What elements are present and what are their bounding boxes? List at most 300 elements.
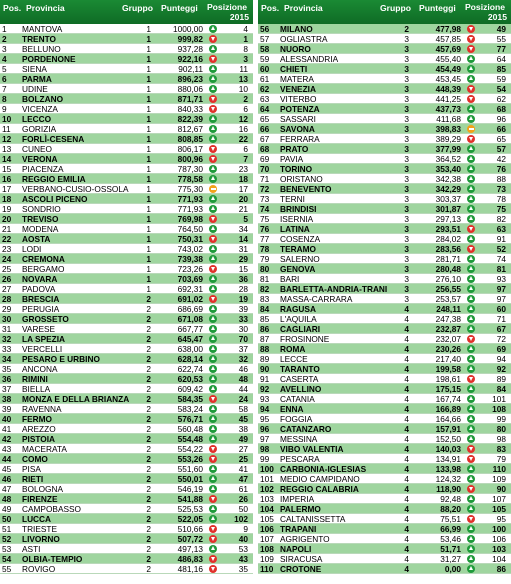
row-provincia: CARBONIA-IGLESIAS xyxy=(280,463,367,474)
table-row xyxy=(0,204,253,214)
row-trend xyxy=(465,195,477,203)
row-punteggio: 800,96 xyxy=(177,153,203,164)
row-trend xyxy=(207,335,219,343)
table-row xyxy=(0,454,253,464)
row-provincia: LATINA xyxy=(280,223,310,234)
row-posizione-2015: 105 xyxy=(492,503,506,514)
arrow-down-icon xyxy=(467,95,475,103)
row-trend xyxy=(207,255,219,263)
table-row xyxy=(0,524,253,534)
row-punteggio: 999,82 xyxy=(177,33,203,44)
table-row xyxy=(0,74,253,84)
row-position: 76 xyxy=(260,223,270,234)
row-punteggio: 283,56 xyxy=(435,243,461,254)
row-position: 54 xyxy=(2,553,12,564)
table-row xyxy=(0,114,253,124)
table-row xyxy=(258,304,511,314)
table-row xyxy=(0,324,253,334)
arrow-up-icon xyxy=(467,505,475,513)
arrow-up-icon xyxy=(209,405,217,413)
row-punteggio: 775,30 xyxy=(177,183,203,194)
row-position: 9 xyxy=(2,103,7,114)
header-posizione-label: Posizione xyxy=(464,2,506,12)
table-row xyxy=(0,404,253,414)
row-punteggio: 743,02 xyxy=(177,243,203,254)
arrow-up-icon xyxy=(209,315,217,323)
row-trend xyxy=(207,45,219,53)
row-punteggio: 303,37 xyxy=(435,193,461,204)
table-row xyxy=(258,204,511,214)
table-row xyxy=(0,154,253,164)
row-provincia: LUCCA xyxy=(22,513,52,524)
row-trend xyxy=(207,485,219,493)
row-gruppo: 1 xyxy=(146,213,151,224)
row-provincia: SALERNO xyxy=(280,253,320,264)
row-trend xyxy=(207,315,219,323)
table-row xyxy=(258,224,511,234)
row-gruppo: 1 xyxy=(146,23,151,34)
row-gruppo: 1 xyxy=(146,193,151,204)
row-trend xyxy=(465,295,477,303)
row-trend xyxy=(465,265,477,273)
row-punteggio: 134,91 xyxy=(435,453,461,464)
row-position: 51 xyxy=(2,523,12,534)
table-row xyxy=(0,464,253,474)
row-position: 49 xyxy=(2,503,12,514)
row-provincia: AOSTA xyxy=(22,233,51,244)
row-position: 98 xyxy=(260,443,270,454)
row-position: 81 xyxy=(260,273,270,284)
arrow-down-icon xyxy=(209,55,217,63)
row-provincia: ISERNIA xyxy=(280,213,314,224)
row-posizione-2015: 10 xyxy=(238,83,248,94)
row-posizione-2015: 7 xyxy=(243,153,248,164)
row-punteggio: 667,77 xyxy=(177,323,203,334)
row-position: 71 xyxy=(260,173,270,184)
row-position: 65 xyxy=(260,113,270,124)
row-trend xyxy=(465,485,477,493)
row-trend xyxy=(465,235,477,243)
row-gruppo: 4 xyxy=(404,463,409,474)
row-position: 60 xyxy=(260,63,270,74)
row-position: 37 xyxy=(2,383,12,394)
table-row xyxy=(0,434,253,444)
row-trend xyxy=(465,375,477,383)
row-provincia: AGRIGENTO xyxy=(280,533,330,544)
row-trend xyxy=(465,475,477,483)
row-posizione-2015: 106 xyxy=(492,533,506,544)
row-trend xyxy=(465,465,477,473)
row-position: 74 xyxy=(260,203,270,214)
row-position: 23 xyxy=(2,243,12,254)
arrow-up-icon xyxy=(209,305,217,313)
row-gruppo: 4 xyxy=(404,423,409,434)
table-row xyxy=(0,494,253,504)
row-gruppo: 4 xyxy=(404,503,409,514)
row-trend xyxy=(207,215,219,223)
row-gruppo: 2 xyxy=(146,483,151,494)
row-trend xyxy=(465,75,477,83)
row-posizione-2015: 33 xyxy=(238,313,248,324)
arrow-down-icon xyxy=(467,445,475,453)
row-position: 35 xyxy=(2,363,12,374)
table-row xyxy=(258,154,511,164)
arrow-down-icon xyxy=(467,225,475,233)
table-row xyxy=(258,394,511,404)
arrow-up-icon xyxy=(467,465,475,473)
table-row xyxy=(258,424,511,434)
row-posizione-2015: 4 xyxy=(243,23,248,34)
row-posizione-2015: 99 xyxy=(496,413,506,424)
arrow-up-icon xyxy=(209,465,217,473)
row-position: 12 xyxy=(2,133,12,144)
row-position: 41 xyxy=(2,423,12,434)
row-position: 97 xyxy=(260,433,270,444)
row-provincia: GORIZIA xyxy=(22,123,57,134)
table-row xyxy=(258,364,511,374)
row-position: 70 xyxy=(260,163,270,174)
row-gruppo: 2 xyxy=(146,373,151,384)
arrow-up-icon xyxy=(467,145,475,153)
row-position: 30 xyxy=(2,313,12,324)
row-provincia: FORLÌ-CESENA xyxy=(22,133,85,144)
arrow-up-icon xyxy=(467,385,475,393)
row-gruppo: 3 xyxy=(404,153,409,164)
table-row xyxy=(0,24,253,34)
row-posizione-2015: 101 xyxy=(492,393,506,404)
arrow-up-icon xyxy=(209,65,217,73)
row-provincia: SASSARI xyxy=(280,113,316,124)
row-position: 102 xyxy=(260,483,274,494)
table-row xyxy=(0,514,253,524)
row-trend xyxy=(207,395,219,403)
row-posizione-2015: 49 xyxy=(238,433,248,444)
row-position: 44 xyxy=(2,453,12,464)
row-provincia: UDINE xyxy=(22,83,48,94)
row-posizione-2015: 96 xyxy=(496,113,506,124)
row-gruppo: 2 xyxy=(146,343,151,354)
row-punteggio: 75,51 xyxy=(440,513,461,524)
row-gruppo: 3 xyxy=(404,133,409,144)
row-position: 56 xyxy=(260,23,270,34)
row-gruppo: 3 xyxy=(404,193,409,204)
arrow-up-icon xyxy=(209,195,217,203)
table-row xyxy=(258,134,511,144)
row-punteggio: 764,50 xyxy=(177,223,203,234)
row-position: 86 xyxy=(260,323,270,334)
table-row xyxy=(258,344,511,354)
row-gruppo: 1 xyxy=(146,63,151,74)
arrow-up-icon xyxy=(209,75,217,83)
row-posizione-2015: 62 xyxy=(496,93,506,104)
row-punteggio: 256,55 xyxy=(435,283,461,294)
row-posizione-2015: 2 xyxy=(243,93,248,104)
table-row xyxy=(258,184,511,194)
header-gruppo: Gruppo xyxy=(380,3,412,13)
row-posizione-2015: 61 xyxy=(238,483,248,494)
row-position: 45 xyxy=(2,463,12,474)
arrow-down-icon xyxy=(467,25,475,33)
arrow-down-icon xyxy=(209,445,217,453)
row-provincia: MATERA xyxy=(280,73,314,84)
row-gruppo: 3 xyxy=(404,293,409,304)
row-gruppo: 2 xyxy=(146,313,151,324)
row-position: 94 xyxy=(260,403,270,414)
row-gruppo: 2 xyxy=(146,393,151,404)
row-position: 57 xyxy=(260,33,270,44)
row-punteggio: 411,68 xyxy=(436,113,461,124)
row-trend xyxy=(465,85,477,93)
row-trend xyxy=(465,95,477,103)
row-provincia: PORDENONE xyxy=(22,53,76,64)
table-row xyxy=(0,384,253,394)
row-position: 48 xyxy=(2,493,12,504)
row-gruppo: 3 xyxy=(404,103,409,114)
row-gruppo: 4 xyxy=(404,363,409,374)
arrow-up-icon xyxy=(467,495,475,503)
row-punteggio: 140,03 xyxy=(435,443,461,454)
row-gruppo: 3 xyxy=(404,93,409,104)
table-row xyxy=(258,284,511,294)
row-trend xyxy=(207,25,219,33)
row-punteggio: 806,17 xyxy=(177,143,203,154)
row-punteggio: 457,69 xyxy=(435,43,461,54)
row-gruppo: 2 xyxy=(146,383,151,394)
row-gruppo: 1 xyxy=(146,53,151,64)
table-row xyxy=(0,174,253,184)
row-punteggio: 739,38 xyxy=(177,253,203,264)
row-trend xyxy=(207,545,219,553)
row-position: 8 xyxy=(2,93,7,104)
row-trend xyxy=(207,265,219,273)
arrow-up-icon xyxy=(209,365,217,373)
table-row xyxy=(258,554,511,564)
row-posizione-2015: 37 xyxy=(238,343,248,354)
row-provincia: FROSINONE xyxy=(280,333,330,344)
row-position: 100 xyxy=(260,463,274,474)
row-gruppo: 2 xyxy=(146,443,151,454)
header-punteggi: Punteggi xyxy=(419,3,456,13)
row-punteggio: 164,66 xyxy=(435,413,461,424)
arrow-down-icon xyxy=(209,235,217,243)
row-gruppo: 4 xyxy=(404,483,409,494)
row-position: 29 xyxy=(2,303,12,314)
row-posizione-2015: 86 xyxy=(496,563,506,574)
row-provincia: MANTOVA xyxy=(22,23,63,34)
row-trend xyxy=(465,65,477,73)
arrow-up-icon xyxy=(467,405,475,413)
row-punteggio: 398,83 xyxy=(435,123,461,134)
arrow-up-icon xyxy=(209,515,217,523)
arrow-down-icon xyxy=(209,105,217,113)
row-provincia: PADOVA xyxy=(22,283,56,294)
row-trend xyxy=(207,445,219,453)
row-provincia: PAVIA xyxy=(280,153,304,164)
row-gruppo: 1 xyxy=(146,223,151,234)
equal-icon xyxy=(467,125,475,133)
arrow-up-icon xyxy=(467,205,475,213)
row-gruppo: 2 xyxy=(146,493,151,504)
row-punteggio: 377,99 xyxy=(435,143,461,154)
table-row xyxy=(258,504,511,514)
row-gruppo: 2 xyxy=(146,403,151,414)
row-provincia: BELLUNO xyxy=(22,43,61,54)
arrow-down-icon xyxy=(209,145,217,153)
row-provincia: LA SPEZIA xyxy=(22,333,66,344)
table-row xyxy=(258,34,511,44)
row-provincia: CROTONE xyxy=(280,563,322,574)
row-position: 91 xyxy=(260,373,270,384)
table-row xyxy=(0,84,253,94)
row-posizione-2015: 89 xyxy=(496,373,506,384)
row-posizione-2015: 58 xyxy=(238,403,248,414)
table-row xyxy=(0,474,253,484)
arrow-up-icon xyxy=(209,375,217,383)
table-row xyxy=(0,124,253,134)
row-trend xyxy=(207,75,219,83)
row-position: 15 xyxy=(2,163,12,174)
row-trend xyxy=(465,185,477,193)
table-row xyxy=(258,514,511,524)
row-position: 25 xyxy=(2,263,12,274)
row-position: 4 xyxy=(2,53,7,64)
row-gruppo: 4 xyxy=(404,333,409,344)
row-gruppo: 3 xyxy=(404,73,409,84)
row-punteggio: 769,98 xyxy=(177,213,203,224)
row-provincia: TERAMO xyxy=(280,243,316,254)
row-provincia: BRINDISI xyxy=(280,203,317,214)
arrow-up-icon xyxy=(209,325,217,333)
table-row xyxy=(258,534,511,544)
table-row xyxy=(258,264,511,274)
row-gruppo: 3 xyxy=(404,183,409,194)
row-punteggio: 902,11 xyxy=(178,63,203,74)
row-position: 19 xyxy=(2,203,12,214)
row-provincia: BRESCIA xyxy=(22,293,60,304)
row-position: 88 xyxy=(260,343,270,354)
row-trend xyxy=(465,445,477,453)
arrow-down-icon xyxy=(467,85,475,93)
arrow-down-icon xyxy=(467,35,475,43)
table-row xyxy=(0,104,253,114)
row-trend xyxy=(465,125,477,133)
table-row xyxy=(0,534,253,544)
table-row xyxy=(0,254,253,264)
header-pos: Pos. xyxy=(3,3,22,13)
arrow-up-icon xyxy=(209,485,217,493)
row-provincia: MEDIO CAMPIDANO xyxy=(280,473,360,484)
row-punteggio: 896,23 xyxy=(177,73,203,84)
header-posizione-year: 2015 xyxy=(487,11,507,22)
table-row xyxy=(258,44,511,54)
row-punteggio: 560,48 xyxy=(177,423,203,434)
row-punteggio: 871,71 xyxy=(177,93,203,104)
row-punteggio: 622,74 xyxy=(177,363,203,374)
row-punteggio: 389,29 xyxy=(435,133,461,144)
row-posizione-2015: 63 xyxy=(496,223,506,234)
row-gruppo: 1 xyxy=(146,273,151,284)
row-position: 92 xyxy=(260,383,270,394)
row-gruppo: 3 xyxy=(404,123,409,134)
table-row xyxy=(0,374,253,384)
table-row xyxy=(258,254,511,264)
row-position: 1 xyxy=(2,23,7,34)
row-posizione-2015: 97 xyxy=(496,293,506,304)
row-posizione-2015: 72 xyxy=(496,333,506,344)
row-posizione-2015: 110 xyxy=(492,463,506,474)
row-trend xyxy=(465,245,477,253)
row-position: 13 xyxy=(2,143,12,154)
row-posizione-2015: 15 xyxy=(238,263,248,274)
row-position: 75 xyxy=(260,213,270,224)
arrow-down-icon xyxy=(209,35,217,43)
row-posizione-2015: 39 xyxy=(238,303,248,314)
row-posizione-2015: 70 xyxy=(238,333,248,344)
arrow-down-icon xyxy=(467,335,475,343)
row-provincia: SIENA xyxy=(22,63,47,74)
row-gruppo: 3 xyxy=(404,263,409,274)
row-punteggio: 92,48 xyxy=(440,493,461,504)
arrow-down-icon xyxy=(467,135,475,143)
table-row xyxy=(0,284,253,294)
row-gruppo: 4 xyxy=(404,543,409,554)
row-trend xyxy=(465,255,477,263)
row-position: 90 xyxy=(260,363,270,374)
arrow-up-icon xyxy=(209,45,217,53)
row-posizione-2015: 73 xyxy=(496,183,506,194)
row-punteggio: 297,13 xyxy=(435,213,461,224)
row-trend xyxy=(207,275,219,283)
row-punteggio: 840,33 xyxy=(177,103,203,114)
row-gruppo: 4 xyxy=(404,403,409,414)
row-posizione-2015: 85 xyxy=(496,63,506,74)
row-gruppo: 4 xyxy=(404,353,409,364)
arrow-down-icon xyxy=(209,535,217,543)
row-gruppo: 3 xyxy=(404,243,409,254)
row-trend xyxy=(465,275,477,283)
table-row xyxy=(258,104,511,114)
row-trend xyxy=(207,225,219,233)
table-row xyxy=(0,264,253,274)
table-row xyxy=(258,544,511,554)
table-row xyxy=(0,184,253,194)
row-trend xyxy=(465,35,477,43)
row-punteggio: 703,69 xyxy=(177,273,203,284)
table-row xyxy=(0,234,253,244)
row-provincia: BOLOGNA xyxy=(22,483,64,494)
row-trend xyxy=(207,475,219,483)
row-provincia: BENEVENTO xyxy=(280,183,332,194)
row-provincia: BARI xyxy=(280,273,300,284)
row-trend xyxy=(207,125,219,133)
row-gruppo: 3 xyxy=(404,213,409,224)
row-trend xyxy=(465,305,477,313)
row-trend xyxy=(465,205,477,213)
row-posizione-2015: 55 xyxy=(496,33,506,44)
row-gruppo: 2 xyxy=(146,433,151,444)
row-position: 77 xyxy=(260,233,270,244)
row-position: 17 xyxy=(2,183,12,194)
row-provincia: PISTOIA xyxy=(22,433,56,444)
row-punteggio: 692,31 xyxy=(177,283,203,294)
row-gruppo: 2 xyxy=(146,563,151,574)
row-posizione-2015: 1 xyxy=(243,33,248,44)
arrow-up-icon xyxy=(209,205,217,213)
row-provincia: VERCELLI xyxy=(22,343,63,354)
arrow-up-icon xyxy=(467,545,475,553)
row-provincia: NUORO xyxy=(280,43,311,54)
arrow-down-icon xyxy=(209,295,217,303)
